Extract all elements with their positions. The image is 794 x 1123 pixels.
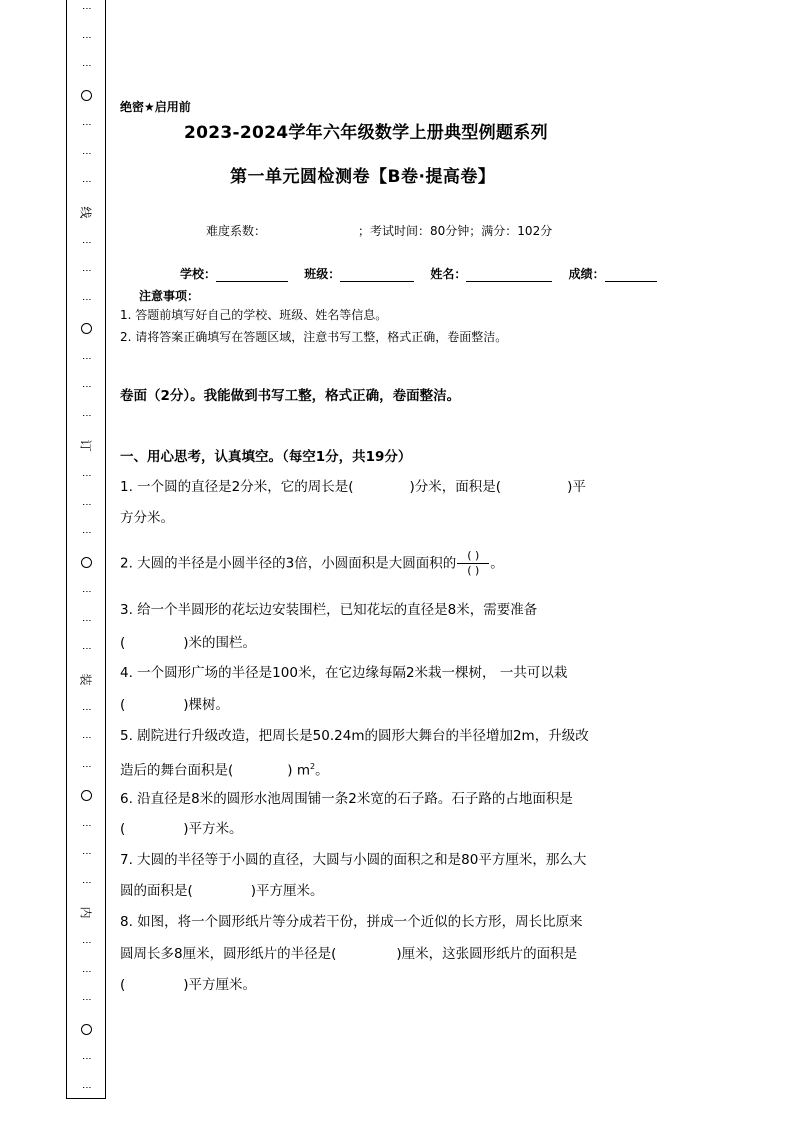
binding-circle bbox=[81, 323, 92, 334]
school-blank[interactable] bbox=[216, 268, 288, 282]
q1-text: )分米，面积是( bbox=[409, 479, 502, 495]
binding-dots: ⋮ bbox=[81, 1054, 91, 1064]
school-label: 学校： bbox=[180, 267, 217, 281]
q8-text: )平方厘米。 bbox=[183, 977, 257, 993]
name-label: 姓名： bbox=[430, 267, 467, 281]
binding-dots: ⋮ bbox=[81, 877, 91, 887]
class-label: 班级： bbox=[304, 267, 341, 281]
binding-dots: ⋮ bbox=[81, 615, 91, 625]
binding-dots: ⋮ bbox=[81, 294, 91, 304]
fraction-numerator: ( ) bbox=[467, 549, 480, 562]
binding-track bbox=[67, 0, 105, 1098]
question-6: 6. 沿直径是8米的圆形水池周围铺一条2米宽的石子路。石子路的占地面积是 bbox=[120, 791, 573, 807]
q3-text: )米的围栏。 bbox=[183, 635, 257, 651]
binding-dots: ⋮ bbox=[81, 587, 91, 597]
binding-dots: ⋮ bbox=[81, 471, 91, 480]
binding-dots: ⋮ bbox=[81, 761, 91, 771]
question-3: 3. 给一个半圆形的花坛边安装围栏，已知花坛的直径是8米，需要准备 bbox=[120, 602, 538, 618]
notes-title: 注意事项： bbox=[139, 289, 200, 303]
score-blank[interactable] bbox=[605, 268, 657, 282]
binding-dots: ⋮ bbox=[81, 704, 91, 714]
binding-char: 线 bbox=[80, 204, 92, 219]
binding-char: 内 bbox=[80, 905, 92, 920]
q5-text: 。 bbox=[315, 762, 329, 779]
binding-circle bbox=[81, 790, 92, 801]
binding-dots: ⋮ bbox=[81, 148, 91, 158]
binding-circle bbox=[81, 557, 92, 568]
question-7: 7. 大圆的半径等于小圆的直径，大圆与小圆的面积之和是80平方厘米，那么大 bbox=[120, 852, 587, 868]
question-8-cont2 bbox=[120, 976, 256, 994]
binding-dots: ⋮ bbox=[81, 528, 91, 538]
q5-text: ) m bbox=[287, 762, 310, 779]
q7-text: )平方厘米。 bbox=[250, 883, 324, 899]
binding-dots: ⋮ bbox=[81, 4, 91, 13]
score-label: 成绩： bbox=[568, 267, 605, 281]
fraction-denominator: ( ) bbox=[467, 564, 480, 577]
q8-text: ( bbox=[120, 977, 126, 993]
q2-fraction-blank[interactable] bbox=[457, 550, 489, 577]
time-score-text: 考试时间：80分钟；满分：102分 bbox=[370, 224, 553, 238]
binding-dots: ⋮ bbox=[81, 820, 91, 830]
q4-text: )棵树。 bbox=[183, 697, 230, 713]
exam-title: 2023-2024学年六年级数学上册典型例题系列 bbox=[184, 123, 548, 143]
q5-text: 造后的舞台面积是( bbox=[120, 762, 234, 779]
binding-dots: ⋮ bbox=[81, 966, 91, 976]
binding-dots: ⋮ bbox=[81, 938, 91, 947]
question-8: 8. 如图，将一个圆形纸片等分成若干份，拼成一个近似的长方形，周长比原来 bbox=[120, 914, 583, 930]
binding-dots: ⋮ bbox=[81, 410, 91, 420]
question-7-cont bbox=[120, 882, 324, 900]
q1-text: )平 bbox=[567, 479, 586, 495]
question-4: 4. 一个圆形广场的半径是100米，在它边缘每隔2米栽一棵树， 一共可以栽 bbox=[120, 665, 568, 681]
question-5: 5. 剧院进行升级改造，把周长是50.24m的圆形大舞台的半径增加2m，升级改 bbox=[120, 728, 589, 744]
binding-dots: ⋮ bbox=[81, 177, 91, 187]
binding-dots: ⋮ bbox=[81, 1082, 91, 1092]
question-1-cont: 方分米。 bbox=[120, 510, 174, 526]
question-2 bbox=[120, 550, 504, 577]
note-item: 1. 答题前填写好自己的学校、班级、姓名等信息。 bbox=[120, 308, 388, 322]
q1-text: 1. 一个圆的直径是2分米，它的周长是( bbox=[120, 479, 354, 495]
question-3-cont bbox=[120, 634, 256, 652]
binding-dots: ⋮ bbox=[81, 382, 91, 392]
q2-text: 2. 大圆的半径是小圆半径的3倍，小圆面积是大圆面积的 bbox=[120, 555, 457, 572]
neatness-line: 卷面（2分）。我能做到书写工整，格式正确，卷面整洁。 bbox=[120, 388, 461, 404]
difficulty-label: 难度系数： bbox=[206, 224, 267, 238]
binding-dots: ⋮ bbox=[81, 61, 91, 71]
meta-separator: ； bbox=[358, 224, 371, 238]
binding-dots: ⋮ bbox=[81, 995, 91, 1005]
binding-char: 订 bbox=[80, 438, 92, 453]
q6-text: ( bbox=[120, 821, 126, 837]
exam-subtitle: 第一单元圆检测卷【B卷·提高卷】 bbox=[230, 167, 496, 187]
binding-dots: ⋮ bbox=[81, 266, 91, 276]
question-4-cont bbox=[120, 696, 229, 714]
binding-dots: ⋮ bbox=[81, 353, 91, 363]
binding-dots: ⋮ bbox=[81, 120, 91, 130]
note-item: 2. 请将答案正确填写在答题区域，注意书写工整，格式正确，卷面整洁。 bbox=[120, 330, 508, 344]
class-blank[interactable] bbox=[340, 268, 414, 282]
binding-dots: ⋮ bbox=[81, 849, 91, 859]
q5-superscript: 2 bbox=[310, 762, 316, 771]
binding-char: 装 bbox=[80, 671, 92, 686]
q8-text: )厘米，这张圆形纸片的面积是 bbox=[396, 946, 578, 962]
binding-circle bbox=[81, 1024, 92, 1035]
q4-text: ( bbox=[120, 697, 126, 713]
binding-dots: ⋮ bbox=[81, 733, 91, 743]
binding-margin bbox=[66, 0, 106, 1099]
confidential-label: 绝密★启用前 bbox=[120, 100, 191, 114]
question-6-cont bbox=[120, 820, 243, 838]
section-title: 一、用心思考，认真填空。（每空1分，共19分） bbox=[120, 449, 412, 465]
student-info-row bbox=[180, 265, 657, 282]
binding-dots: ⋮ bbox=[81, 32, 91, 42]
name-blank[interactable] bbox=[466, 268, 552, 282]
q7-text: 圆的面积是( bbox=[120, 883, 193, 899]
question-8-cont bbox=[120, 945, 577, 963]
question-5-cont bbox=[120, 758, 329, 780]
binding-dots: ⋮ bbox=[81, 499, 91, 509]
q2-text: 。 bbox=[490, 555, 504, 572]
binding-dots: ⋮ bbox=[81, 644, 91, 654]
q3-text: ( bbox=[120, 635, 126, 651]
exam-meta bbox=[206, 222, 552, 239]
q6-text: )平方米。 bbox=[183, 821, 243, 837]
binding-circle bbox=[81, 90, 92, 101]
binding-dots: ⋮ bbox=[81, 237, 91, 247]
question-1 bbox=[120, 478, 586, 496]
q8-text: 圆周长多8厘米，圆形纸片的半径是( bbox=[120, 946, 337, 962]
